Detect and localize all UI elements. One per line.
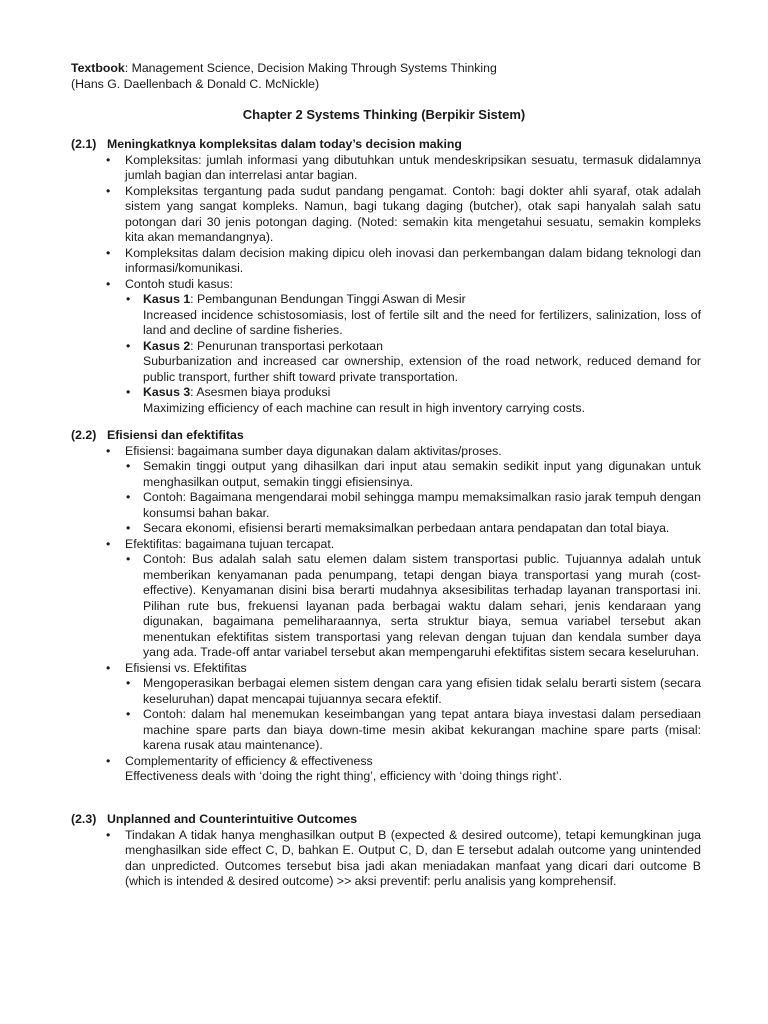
sub-bullet-list (125, 552, 701, 661)
list-item (71, 661, 701, 754)
case-label: Kasus 3 (143, 385, 191, 399)
section-title: Efisiensi dan efektifitas (107, 428, 244, 442)
section-number: (2.2) (71, 428, 97, 442)
sub-bullet-list (125, 292, 701, 416)
sub-list-item: • Contoh: dalam hal menemukan keseimbangan yang tepat antara biaya investasi dalam persediaan machine spare parts dan biaya down-time mesin akibat kekurangan machine spare parts (misal: karena rusak atau maintenance). (125, 707, 701, 754)
section-heading (71, 137, 701, 153)
textbook-label: Textbook (71, 61, 125, 75)
sub-bullet-list (125, 459, 701, 537)
case-title: : Pembangunan Bendungan Tinggi Aswan di Mesir (190, 292, 466, 306)
section-number: (2.3) (71, 812, 97, 826)
case-text: Increased incidence schistosomiasis, lost of fertile silt and the need for fertilizers, salinization, loss of land and decline of sardine fisheries. (143, 307, 701, 337)
list-item (71, 754, 701, 785)
section-heading (71, 812, 701, 828)
section-title: Unplanned and Counterintuitive Outcomes (107, 812, 358, 826)
list-item-label: Efisiensi vs. Efektifitas (125, 660, 247, 675)
textbook-line (71, 61, 497, 77)
case-text: Maximizing efficiency of each machine can result in high inventory carrying costs. (143, 400, 585, 415)
bullet-list (71, 828, 701, 890)
list-item (71, 444, 701, 537)
case-text: Suburbanization and increased car ownership, extension of the road network, reduced demand for public transport, further shift toward private transportation. (143, 354, 701, 384)
list-item: • Tindakan A tidak hanya menghasilkan output B (expected & desired outcome), tetapi kemungkinan juga menghasilkan side effect C, D, bahkan E. Output C, D, dan E tersebut adalah outcome yang unintended dan unpredicted. Outcomes tersebut bisa jadi akan meniadakan manfaat yang dicari dari outcome B (which is intended & desired outcome) >> aksi preventif: perlu analisis yang komprehensif. (71, 828, 701, 890)
textbook-title: : Management Science, Decision Making Through Systems Thinking (124, 61, 497, 75)
bullet-list (71, 153, 701, 417)
textbook-reference (71, 61, 497, 92)
sub-list-item: • Contoh: Bagaimana mengendarai mobil sehingga mampu memaksimalkan rasio jarak tempuh dengan konsumsi bahan bakar. (125, 490, 701, 521)
list-item-case-studies (71, 277, 701, 417)
list-item-label: Efektifitas: bagaimana tujuan tercapat. (125, 536, 335, 551)
sub-list-item: • Secara ekonomi, efisiensi berarti memaksimalkan perbedaan antara pendapatan dan total biaya. (125, 521, 701, 537)
case-item (125, 385, 701, 416)
list-item-label: Contoh studi kasus: (125, 276, 234, 291)
case-item (125, 339, 701, 386)
section-2-3 (71, 812, 701, 890)
sub-list-item: • Semakin tinggi output yang dihasilkan dari input atau semakin sedikit input yang digunakan untuk menghasilkan output, semakin tinggi efisiensinya. (125, 459, 701, 490)
case-title: : Asesmen biaya produksi (190, 385, 331, 399)
section-title: Meningkatknya kompleksitas dalam today’s decision making (107, 137, 462, 151)
chapter-title: Chapter 2 Systems Thinking (Berpikir Sistem) (242, 107, 526, 122)
textbook-authors: (Hans G. Daellenbach & Donald C. McNickle) (71, 76, 320, 91)
case-label: Kasus 1 (143, 292, 191, 306)
list-item-text: Effectiveness deals with ‘doing the right thing’, efficiency with ‘doing things right’. (125, 769, 563, 783)
case-label: Kasus 2 (143, 338, 191, 353)
case-item (125, 292, 701, 339)
list-item-label: Complementarity of efficiency & effectiveness (125, 753, 373, 768)
section-2-1 (71, 137, 701, 416)
list-item (71, 537, 701, 661)
case-title: : Penurunan transportasi perkotaan (190, 338, 383, 353)
list-item-label: Efisiensi: bagaimana sumber daya digunakan dalam aktivitas/proses. (125, 443, 502, 458)
sub-list-item: • Contoh: Bus adalah salah satu elemen dalam sistem transportasi public. Tujuannya adalah untuk memberikan kenyamanan pada penumpang, tetapi dengan biaya transportasi yang murah (cost-effective). Kenyamanan disini bisa berarti mudahnya aksesibilitas terhadap layanan transportasi ini. Pilihan rute bus, frekuensi layanan pada berbagai waktu dalam sehari, jenis kendaraan yang digunakan, bagaimana pemeliharaannya, serta struktur biaya, semua variabel tersebut akan menentukan efektifitas sistem transportasi yang relevan dengan tujuan dan kendala sumber daya yang ada. Trade-off antar variabel tersebut akan mempengaruhi efektifitas sistem secara keseluruhan. (125, 552, 701, 661)
section-heading (71, 428, 701, 444)
sub-list-item: • Mengoperasikan berbagai elemen sistem dengan cara yang efisien tidak selalu berarti sistem (secara keseluruhan) dapat mencapai tujuannya secara efektif. (125, 676, 701, 707)
sub-bullet-list (125, 676, 701, 754)
bullet-list (71, 444, 701, 785)
section-number: (2.1) (71, 137, 97, 151)
list-item: • Kompleksitas: jumlah informasi yang dibutuhkan untuk mendeskripsikan sesuatu, termasuk didalamnya jumlah bagian dan interrelasi antar bagian. (71, 153, 701, 184)
list-item: • Kompleksitas tergantung pada sudut pandang pengamat. Contoh: bagi dokter ahli syaraf, otak adalah sistem yang sangat kompleks. Namun, bagi tukang daging (butcher), otak sapi hanyalah salah satu potongan dari 30 jenis potongan daging. (Noted: semakin kita mengetahui sesuatu, semakin kompleks kita akan memandangnya). (71, 184, 701, 246)
section-2-2 (71, 428, 701, 785)
list-item: • Kompleksitas dalam decision making dipicu oleh inovasi dan perkembangan dalam bidang teknologi dan informasi/komunikasi. (71, 246, 701, 277)
